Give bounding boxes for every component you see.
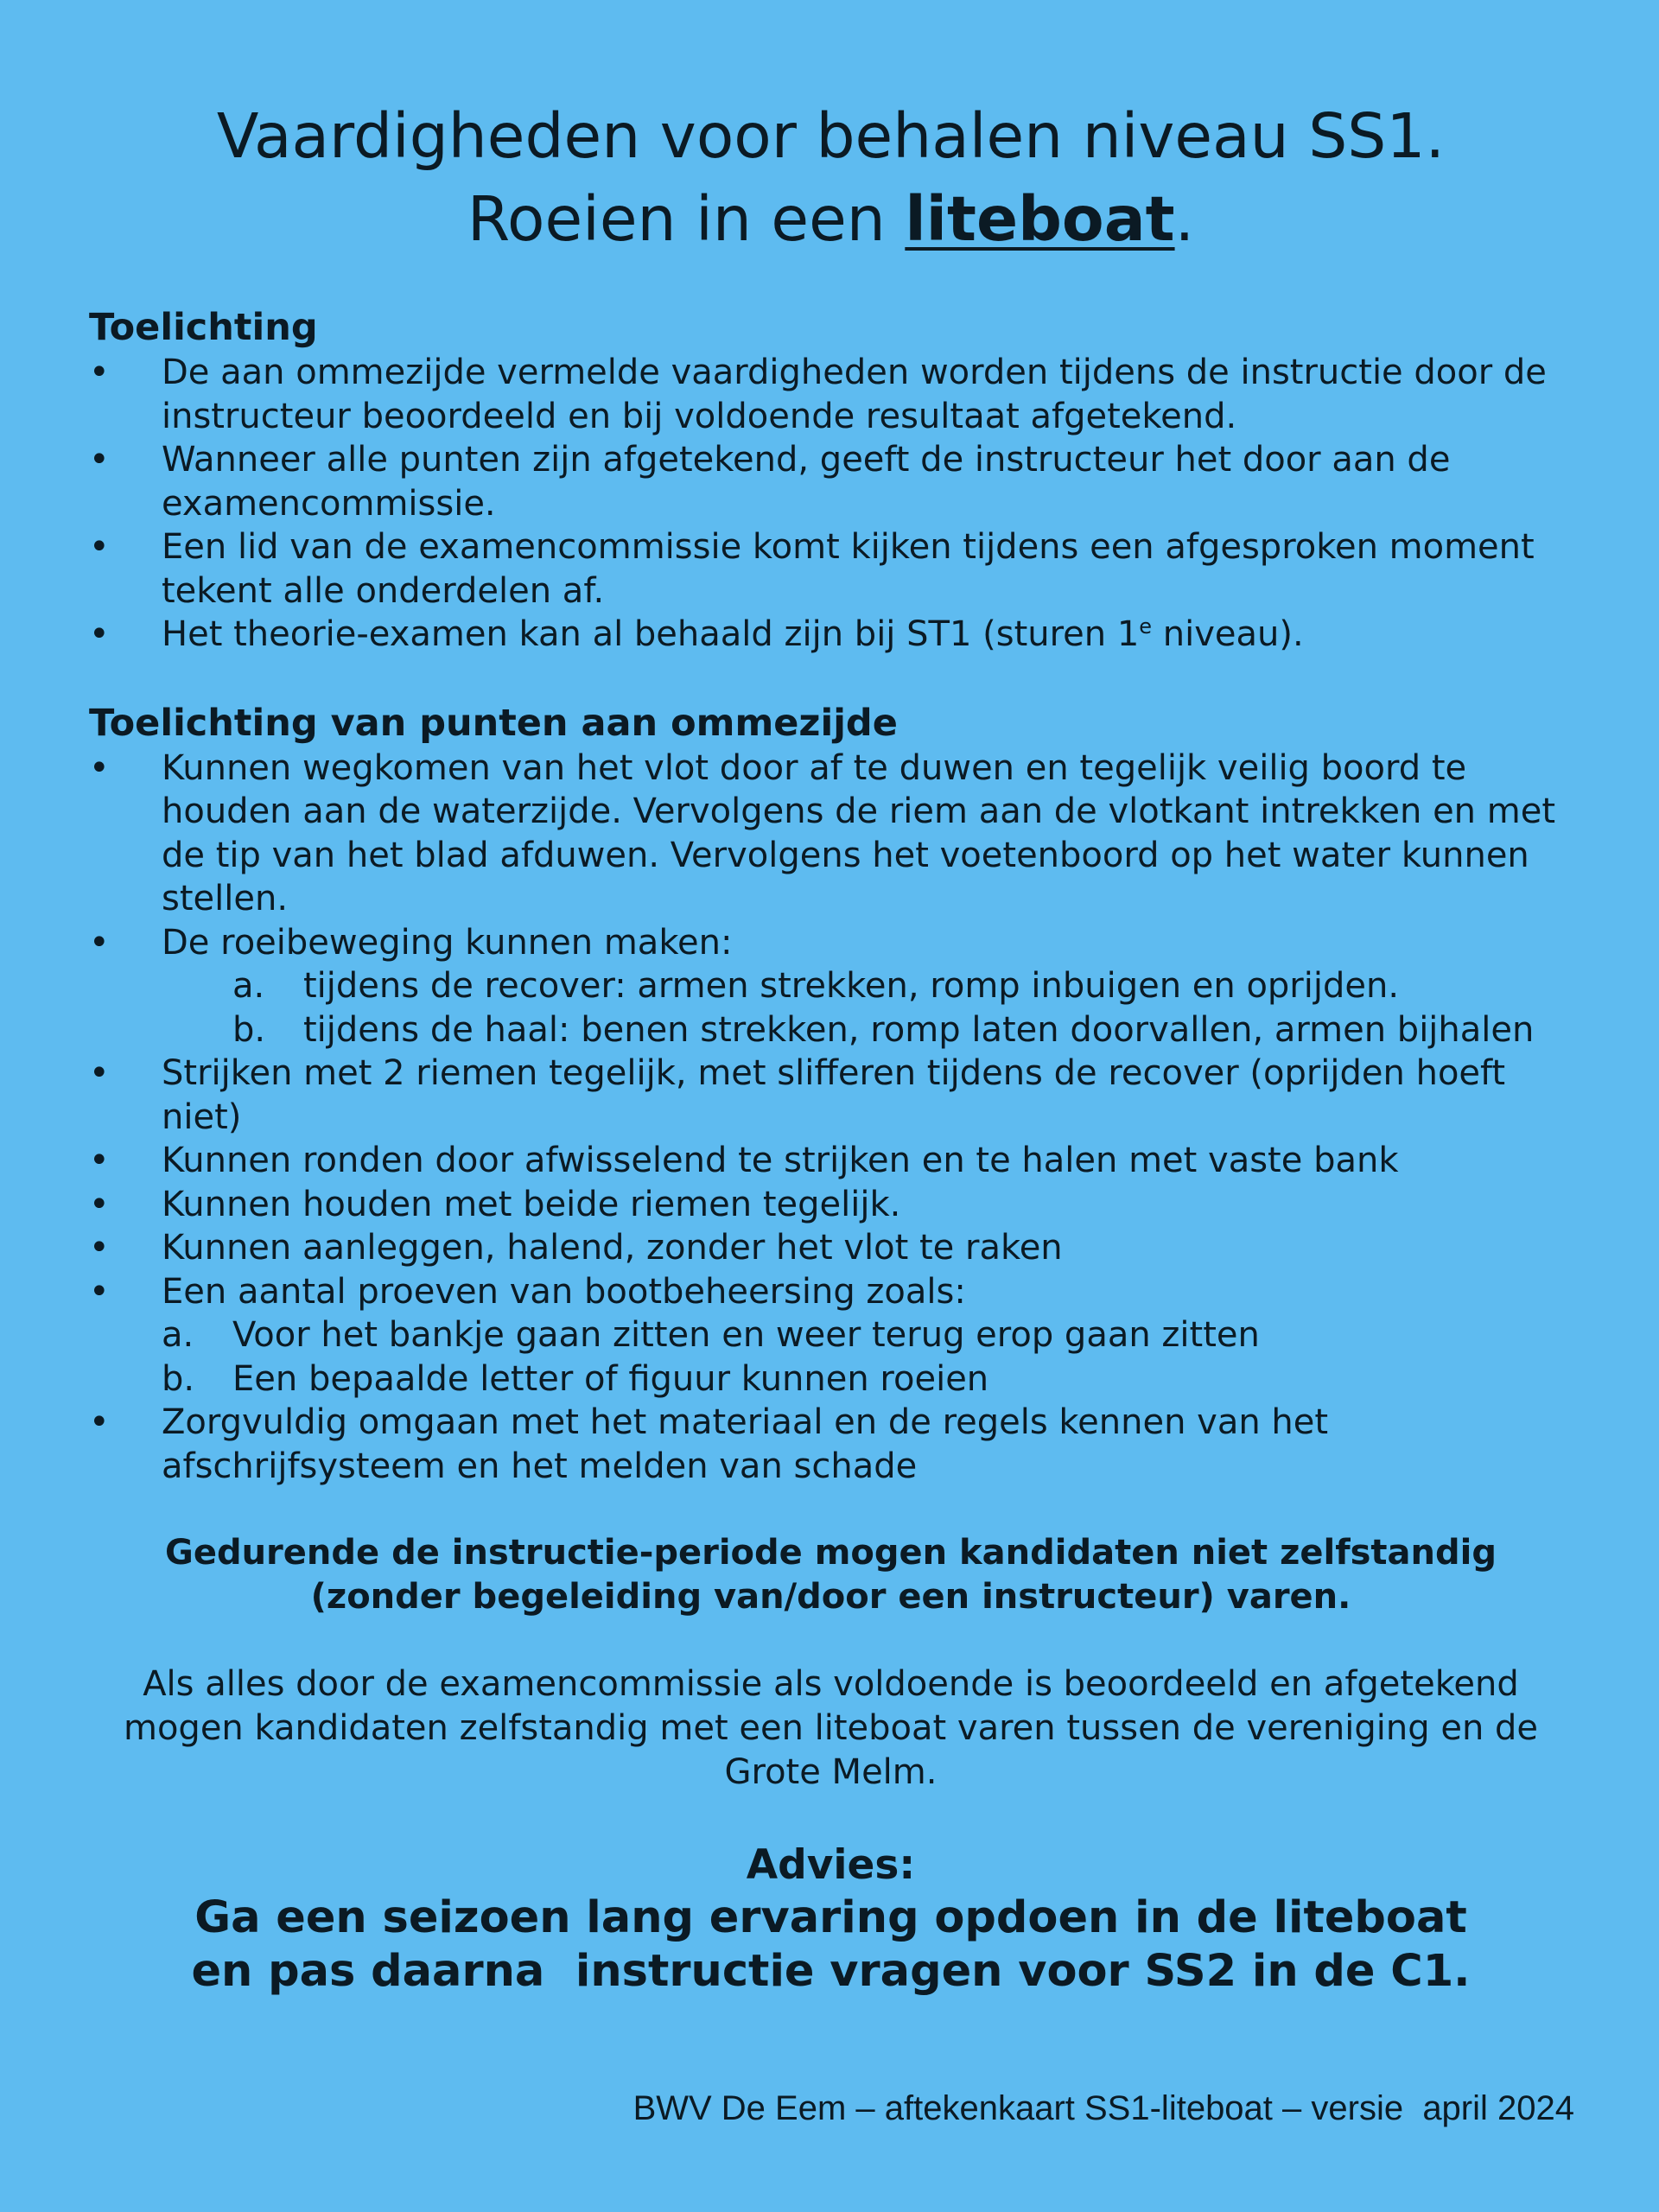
- warning-line: Gedurende de instructie-periode mogen kandidaten niet zelfstandig: [164, 1533, 1497, 1573]
- toelichting-list: [89, 351, 1573, 657]
- item-text: Het theorie-examen kan al behaald zijn bij ST1 (sturen 1: [162, 614, 1140, 654]
- sub-item-label: b.: [232, 1009, 266, 1050]
- note-text: [89, 1662, 1573, 1795]
- sub-item-text: Voor het bankje gaan zitten en weer terug erop gaan zitten: [232, 1315, 1260, 1355]
- list-item: [89, 613, 1573, 657]
- sub-item-text: Een bepaalde letter of figuur kunnen roeien: [232, 1358, 989, 1399]
- sub-list-item: [162, 1313, 1573, 1357]
- note-line: mogen kandidaten zelfstandig met een liteboat varen tussen de vereniging en de: [123, 1708, 1539, 1748]
- sub-item-label: b.: [162, 1358, 195, 1399]
- sub-list-item: [162, 1357, 1573, 1402]
- section-heading-punten: Toelichting van punten aan ommezijde: [89, 701, 898, 745]
- list-item: • De aan ommezijde vermelde vaardigheden worden tijdens de instructie door de instructeur beoordeeld en bij voldoende resultaat afgetekend.: [89, 351, 1573, 438]
- item-text: niveau).: [1152, 614, 1304, 654]
- punten-list: [89, 747, 1573, 1314]
- list-item: • Een lid van de examencommissie komt kijken tijdens een afgesproken moment tekent alle onderdelen af.: [89, 525, 1573, 613]
- list-item: • Kunnen wegkomen van het vlot door af te duwen en tegelijk veilig boord te houden aan de waterzijde. Vervolgens de riem aan de vlotkant intrekken en met de tip van het blad afduwen. Vervolgens het voetenboord op het water kunnen stellen.: [89, 747, 1573, 921]
- list-item: • Zorgvuldig omgaan met het materiaal en de regels kennen van het afschrijfsysteem en het melden van schade: [89, 1401, 1573, 1488]
- warning-text: [89, 1531, 1573, 1619]
- sub-item-label: a.: [162, 1315, 194, 1355]
- item-text: De roeibeweging kunnen maken:: [162, 922, 733, 963]
- sub-list-item: [232, 964, 1573, 1008]
- title-period: .: [1174, 183, 1195, 255]
- warning-line: (zonder begeleiding van/door een instructeur) varen.: [310, 1577, 1351, 1617]
- advies-block: [89, 1840, 1573, 1999]
- list-item: • Kunnen aanleggen, halend, zonder het vlot te raken: [89, 1226, 1573, 1270]
- list-item: • Kunnen ronden door afwisselend te strijken en te halen met vaste bank: [89, 1139, 1573, 1183]
- sub-item-text: tijdens de recover: armen strekken, romp inbuigen en oprijden.: [303, 966, 1400, 1006]
- section-punten: [89, 700, 1573, 1489]
- list-item: • Strijken met 2 riemen tegelijk, met slifferen tijdens de recover (oprijden hoeft niet): [89, 1052, 1573, 1139]
- superscript: e: [1139, 614, 1153, 639]
- punten-list-end: [89, 1401, 1573, 1488]
- title-line-2: [89, 178, 1573, 261]
- list-item: • Een aantal proeven van bootbeheersing zoals:: [89, 1270, 1573, 1314]
- sub-list: [89, 1313, 1573, 1401]
- note-line: Als alles door de examencommissie als voldoende is beoordeeld en afgetekend: [143, 1664, 1519, 1704]
- title-line-1: Vaardigheden voor behalen niveau SS1.: [216, 100, 1446, 172]
- advies-line: Ga een seizoen lang ervaring opdoen in de liteboat: [194, 1892, 1467, 1943]
- note-line: Grote Melm.: [724, 1752, 938, 1792]
- title-line-2-text: Roeien in een: [467, 183, 906, 255]
- sub-list-item: [232, 1008, 1573, 1052]
- list-item: [89, 921, 1573, 1052]
- page-title: [89, 95, 1573, 261]
- footer: BWV De Eem – aftekenkaart SS1-liteboat – versie april 2024: [632, 2089, 1574, 2127]
- section-heading-toelichting: Toelichting: [89, 306, 318, 349]
- advies-heading: Advies:: [746, 1841, 916, 1889]
- sub-item-text: tijdens de haal: benen strekken, romp laten doorvallen, armen bijhalen: [303, 1009, 1535, 1050]
- title-emphasis: liteboat: [905, 183, 1175, 255]
- list-item: • Wanneer alle punten zijn afgetekend, geeft de instructeur het door aan de examencommissie.: [89, 438, 1573, 525]
- list-item: • Kunnen houden met beide riemen tegelijk.: [89, 1183, 1573, 1227]
- advies-line: en pas daarna instructie vragen voor SS2 in de C1.: [191, 1946, 1471, 1997]
- sub-item-label: a.: [232, 966, 265, 1006]
- sub-list: [162, 964, 1573, 1052]
